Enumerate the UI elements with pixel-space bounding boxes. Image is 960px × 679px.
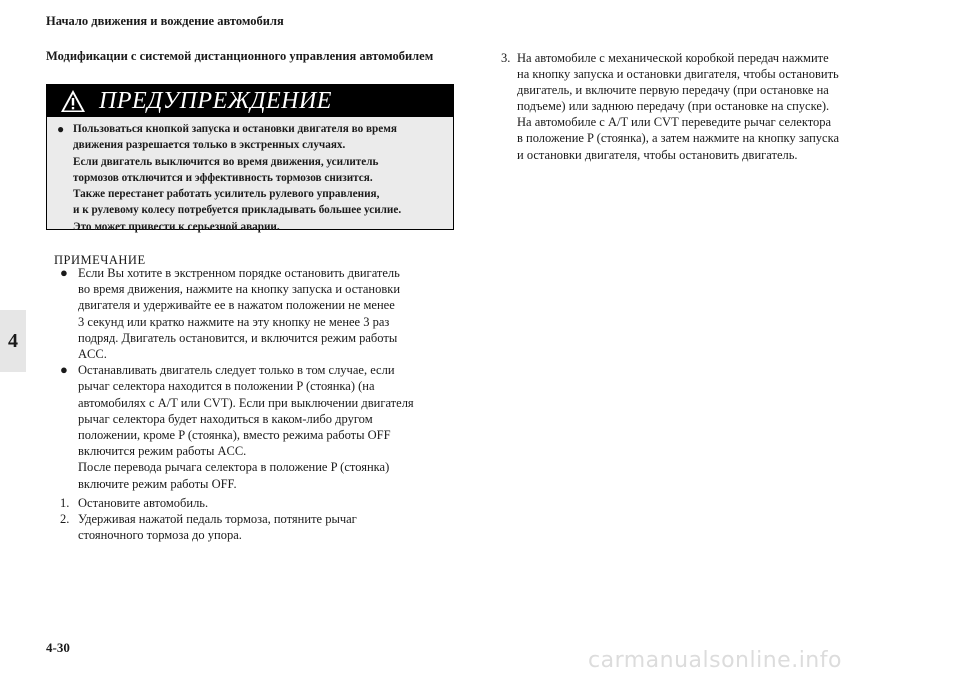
steps-list <box>60 495 480 544</box>
subsection-title: Модификации с системой дистанционного управления автомобилем <box>46 49 434 63</box>
step-item <box>501 50 921 163</box>
warning-box <box>46 84 454 233</box>
page-number: 4-30 <box>46 640 70 655</box>
note-line: ACC. <box>78 347 107 362</box>
warning-text <box>57 121 449 235</box>
note-line: подряд. Двигатель остановится, и включится режим работы <box>78 330 398 345</box>
step-number: 3. <box>501 51 511 65</box>
step-line: подъеме) или заднюю передачу (при остановке на спуске). <box>517 99 830 114</box>
chapter-tab: 4 <box>0 310 26 372</box>
warning-line: движения разрешается только в экстренных случаях. <box>73 139 346 152</box>
step-line: Остановите автомобиль. <box>78 496 209 510</box>
warning-line: Пользоваться кнопкой запуска и остановки двигателя во время <box>73 123 397 135</box>
note-line: включите режим работы OFF. <box>78 476 237 491</box>
note-item <box>60 265 460 362</box>
step-line: стояночного тормоза до упора. <box>78 528 242 543</box>
warning-triangle-icon <box>60 89 86 113</box>
note-line: После перевода рычага селектора в положение P (стоянка) <box>78 460 390 475</box>
step-line: Удерживая нажатой педаль тормоза, потяните рычаг <box>78 512 357 527</box>
warning-line: Также перестанет работать усилитель рулевого управления, <box>73 188 380 201</box>
note-line: Останавливать двигатель следует только в том случае, если <box>78 363 395 378</box>
step-line: На автомобиле с A/T или CVT переведите рычаг селектора <box>517 115 832 130</box>
step-line: На автомобиле с механической коробкой передач нажмите <box>517 51 829 65</box>
step-number: 1. <box>60 496 70 510</box>
note-list <box>60 265 460 492</box>
warning-title: ПРЕДУПРЕЖДЕНИЕ <box>99 88 332 114</box>
watermark: carmanualsonline.info <box>588 648 842 673</box>
note-line: Если Вы хотите в экстренном порядке остановить двигатель <box>78 266 400 280</box>
note-line: во время движения, нажмите на кнопку запуска и остановки <box>78 282 401 297</box>
step-line: в положение P (стоянка), а затем нажмите на кнопку запуска <box>517 131 840 146</box>
note-item <box>60 362 460 492</box>
bullet-icon: ● <box>57 122 65 136</box>
note-line: 3 секунд или кратко нажмите на эту кнопку не менее 3 раз <box>78 314 390 329</box>
step-line: двигатель, и включите первую передачу (при остановке на <box>517 83 829 98</box>
step-item <box>60 495 480 511</box>
note-line: двигателя и удерживайте ее в нажатом положении не менее <box>78 298 395 313</box>
warning-line: и к рулевому колесу потребуется прикладывать большее усилие. <box>73 204 402 217</box>
note-line: рычаг селектора будет находиться в каком-либо другом <box>78 411 373 426</box>
bullet-icon: ● <box>60 362 68 378</box>
bullet-icon: ● <box>60 265 68 280</box>
note-label: ПРИМЕЧАНИЕ <box>54 253 146 267</box>
section-title: Начало движения и вождение автомобиля <box>46 14 284 28</box>
warning-line: Это может привести к серьезной аварии. <box>73 220 280 233</box>
step-number: 2. <box>60 512 70 527</box>
step-line: и остановки двигателя, чтобы остановить двигатель. <box>517 147 798 162</box>
warning-line: Если двигатель выключится во время движения, усилитель <box>73 155 379 168</box>
note-line: рычаг селектора находится в положении P (стоянка) (на <box>78 379 375 394</box>
note-line: автомобилях с A/T или CVT). Если при выключении двигателя <box>78 395 414 410</box>
note-line: положении, кроме P (стоянка), вместо режима работы OFF <box>78 428 391 443</box>
step-item <box>60 511 480 543</box>
warning-line: тормозов отключится и эффективность тормозов снизится. <box>73 171 373 184</box>
note-line: включится режим работы ACC. <box>78 444 247 459</box>
warning-header <box>47 85 453 117</box>
step-line: на кнопку запуска и остановки двигателя, чтобы остановить <box>517 67 839 82</box>
